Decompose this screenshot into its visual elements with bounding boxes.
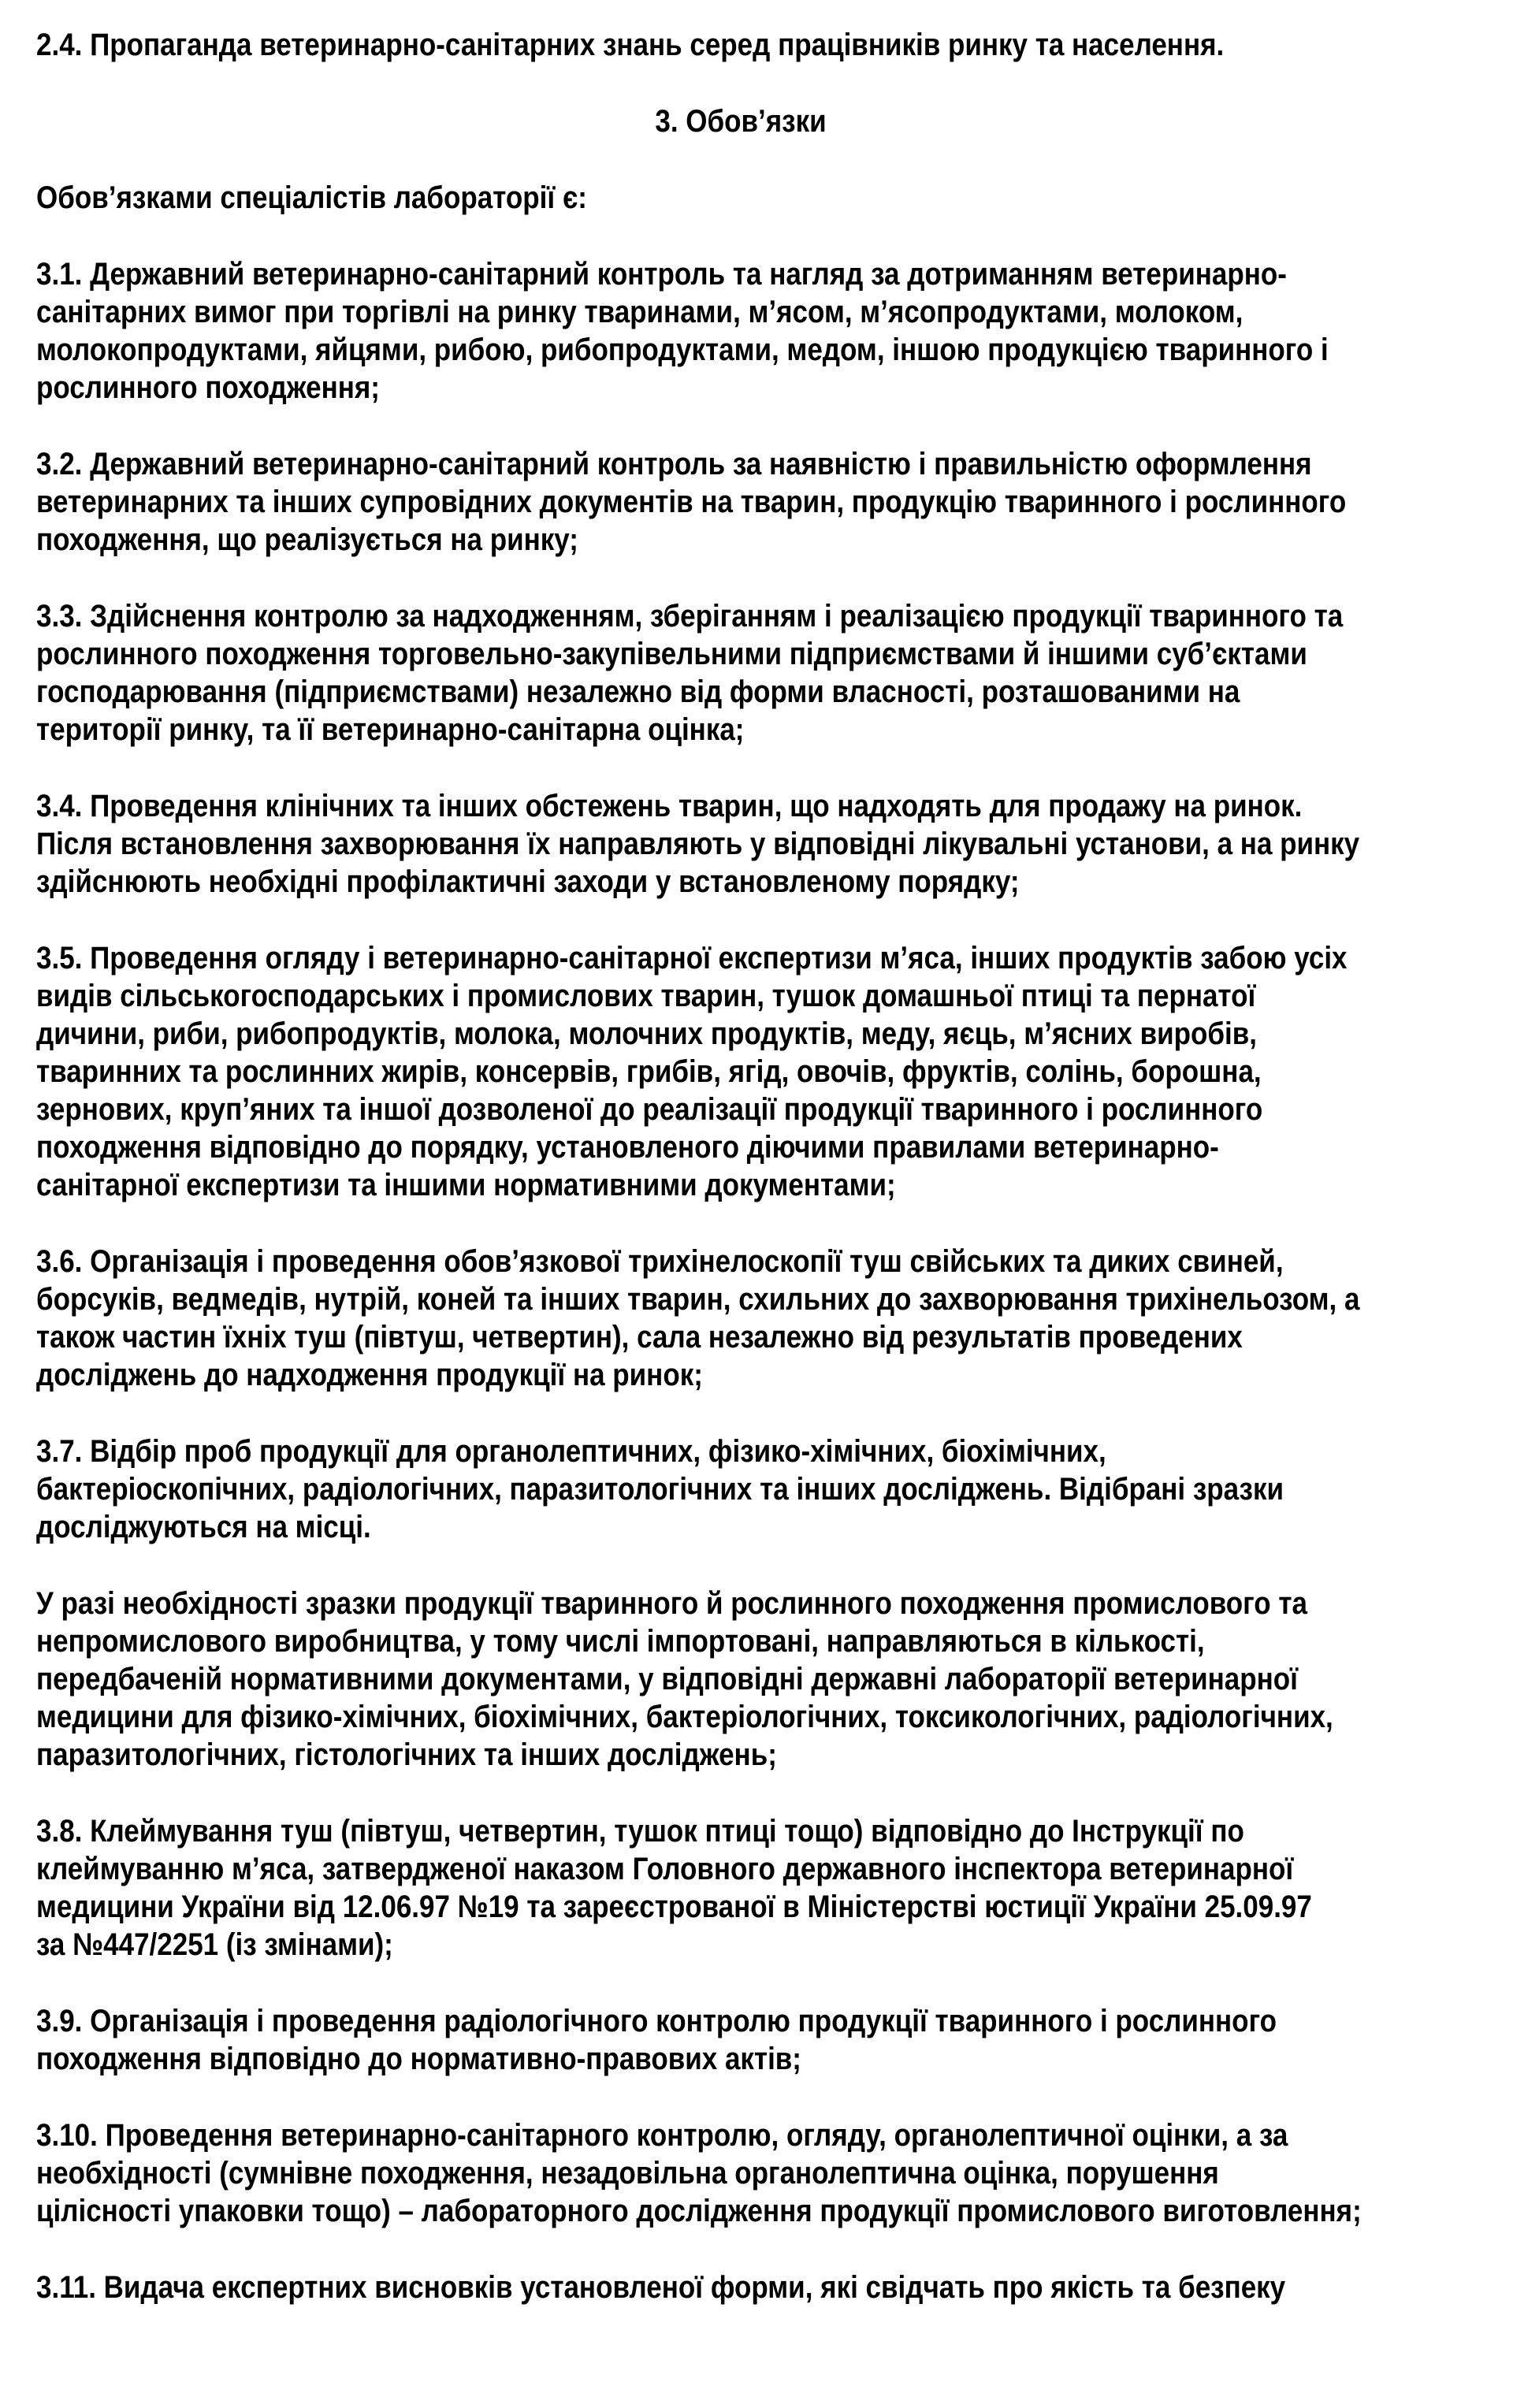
section-title: 3. Обов’язки	[655, 104, 827, 139]
section-intro	[36, 179, 1502, 217]
section-intro-text: Обов’язками спеціалістів лабораторії є:	[36, 180, 587, 215]
duty-item-note	[36, 1585, 1502, 1774]
text-line: досліджуються на місці.	[36, 1510, 371, 1544]
text-line: зернових, круп’яних та іншої дозволеної до реалізації продукції тваринного і рослинного	[36, 1092, 1263, 1127]
text-line: за №447/2251 (із змінами);	[36, 1927, 393, 1962]
text-line: молокопродуктами, яйцями, рибою, рибопродуктами, медом, іншою продукцією тваринного і	[36, 333, 1329, 367]
duty-item-3-5	[36, 939, 1502, 1204]
duty-item-3-8	[36, 1812, 1502, 1964]
text-line: також частин їхніх туш (півтуш, четвертин), сала незалежно від результатів проведених	[36, 1320, 1243, 1354]
duty-item-3-11	[36, 2269, 1502, 2306]
text-line: паразитологічних, гістологічних та інших досліджень;	[36, 1737, 777, 1772]
section-heading	[36, 102, 1502, 140]
text-line: бактеріоскопічних, радіологічних, паразитологічних та інших досліджень. Відібрані зразки	[36, 1472, 1284, 1507]
text-line: досліджень до надходження продукції на ринок;	[36, 1358, 703, 1392]
text-line: ветеринарних та інших супровідних документів на тварин, продукцію тваринного і рослинного	[36, 485, 1347, 519]
duty-item-3-4	[36, 787, 1502, 901]
duty-item-3-2	[36, 445, 1502, 559]
duty-item-3-3	[36, 597, 1502, 749]
text-line: 3.1. Державний ветеринарно-санітарний контроль та нагляд за дотриманням ветеринарно-	[36, 257, 1287, 292]
text-line: клеймуванню м’яса, затвердженої наказом Головного державного інспектора ветеринарної	[36, 1852, 1294, 1886]
text-line: господарювання (підприємствами) незалежно від форми власності, розташованими на	[36, 674, 1240, 709]
text-line: необхідності (сумнівне походження, незадовільна органолептична оцінка, порушення	[36, 2156, 1219, 2191]
text-line: рослинного походження торговельно-закупівельними підприємствами й іншими суб’єктами	[36, 637, 1307, 671]
text-line: 3.3. Здійснення контролю за надходженням, зберіганням і реалізацією продукції тваринного та	[36, 599, 1344, 634]
text-line: 3.5. Проведення огляду і ветеринарно-санітарної експертизи м’яса, інших продуктів забою усіх	[36, 941, 1348, 975]
duties-list	[36, 255, 1502, 2306]
text-line: тваринних та рослинних жирів, консервів, грибів, ягід, овочів, фруктів, солінь, борошна,	[36, 1054, 1262, 1089]
text-line: рослинного походження;	[36, 370, 380, 405]
paragraph-2-4	[36, 26, 1502, 64]
text-line: цілісності упаковки тощо) – лабораторного дослідження продукції промислового виготовлення;	[36, 2194, 1362, 2228]
text-line: території ринку, та її ветеринарно-санітарна оцінка;	[36, 712, 745, 747]
text-line: медицини для фізико-хімічних, біохімічних, бактеріологічних, токсикологічних, радіологічних,	[36, 1700, 1333, 1734]
text-line: 3.9. Організація і проведення радіологічного контролю продукції тваринного і рослинного	[36, 2004, 1277, 2038]
text-line: медицини України від 12.06.97 №19 та зареєстрованої в Міністерстві юстиції України 25.09.97	[36, 1890, 1312, 1924]
duty-item-3-1	[36, 255, 1502, 407]
text-line: походження, що реалізується на ринку;	[36, 522, 578, 557]
text-line: У разі необхідності зразки продукції тваринного й рослинного походження промислового та	[36, 1586, 1307, 1621]
text-line: походження відповідно до нормативно-правових актів;	[36, 2042, 801, 2076]
duty-item-3-10	[36, 2116, 1502, 2230]
text-line: непромислового виробництва, у тому числі імпортовані, направляються в кількості,	[36, 1624, 1205, 1659]
text-line: Після встановлення захворювання їх направляють у відповідні лікувальні установи, а на ринку	[36, 827, 1360, 861]
text-line: санітарних вимог при торгівлі на ринку тваринами, м’ясом, м’ясопродуктами, молоком,	[36, 295, 1243, 329]
duty-item-3-6	[36, 1243, 1502, 1394]
text-line: дичини, риби, рибопродуктів, молока, молочних продуктів, меду, яєць, м’ясних виробів,	[36, 1016, 1257, 1051]
text-line: 3.11. Видача експертних висновків установленої форми, які свідчать про якість та безпеку	[36, 2270, 1286, 2305]
text-line: видів сільськогосподарських і промислових тварин, тушок домашньої птиці та пернатої	[36, 979, 1256, 1013]
text-line: 3.6. Організація і проведення обов’язкової трихінелоскопії туш свійських та диких свиней,	[36, 1244, 1284, 1279]
text-line: 3.4. Проведення клінічних та інших обстежень тварин, що надходять для продажу на ринок.	[36, 789, 1303, 823]
text-line: здійснюють необхідні профілактичні заходи у встановленому порядку;	[36, 864, 1020, 899]
duty-item-3-7	[36, 1433, 1502, 1546]
text-line: 3.7. Відбір проб продукції для органолептичних, фізико-хімічних, біохімічних,	[36, 1434, 1106, 1469]
text-line: борсуків, ведмедів, нутрій, коней та інших тварин, схильних до захворювання трихінельозом, а	[36, 1282, 1360, 1317]
duty-item-3-9	[36, 2002, 1502, 2078]
text-line: 2.4. Пропаганда ветеринарно-санітарних знань серед працівників ринку та населення.	[36, 28, 1225, 62]
text-line: 3.10. Проведення ветеринарно-санітарного контролю, огляду, органолептичної оцінки, а за	[36, 2118, 1288, 2153]
text-line: походження відповідно до порядку, установленого діючими правилами ветеринарно-	[36, 1130, 1219, 1165]
text-line: 3.2. Державний ветеринарно-санітарний контроль за наявністю і правильністю оформлення	[36, 447, 1312, 481]
text-line: 3.8. Клеймування туш (півтуш, четвертин, тушок птиці тощо) відповідно до Інструкції по	[36, 1814, 1244, 1849]
text-line: передбаченій нормативними документами, у відповідні державні лабораторії ветеринарної	[36, 1662, 1298, 1696]
document-page	[36, 26, 1502, 2306]
text-line: санітарної експертизи та іншими нормативними документами;	[36, 1168, 896, 1202]
